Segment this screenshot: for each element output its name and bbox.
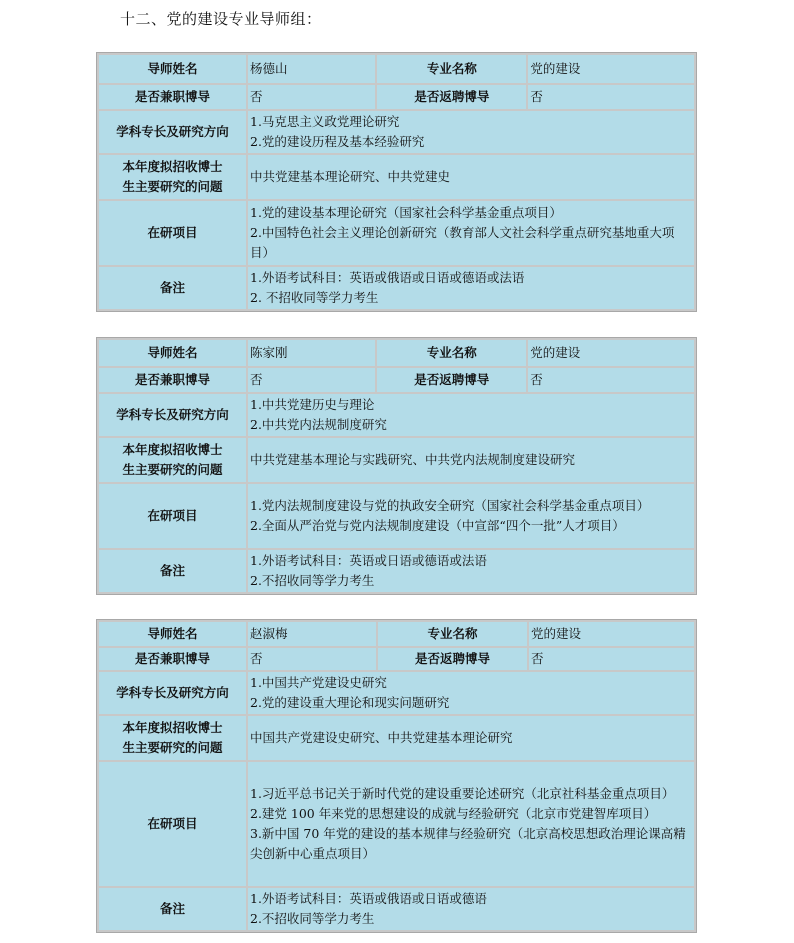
note-line: 2.不招收同等学力考生	[250, 911, 375, 926]
notes-value	[248, 888, 694, 930]
notes-label: 备注	[99, 267, 246, 309]
part-time-value: 否	[248, 85, 375, 109]
part-time-label: 是否兼职博导	[99, 85, 246, 109]
name-label: 导师姓名	[99, 622, 246, 646]
direction-line: 2.党的建设重大理论和现实问题研究	[250, 695, 450, 710]
project-line: 1.党内法规制度建设与党的执政安全研究（国家社会科学基金重点项目）	[250, 498, 650, 513]
tutor-table-2	[96, 337, 697, 595]
questions-label-line: 本年度拟招收博士	[122, 720, 223, 735]
rehired-label: 是否返聘博导	[377, 85, 526, 109]
notes-label: 备注	[99, 550, 246, 592]
note-line: 1.外语考试科目：英语或俄语或日语或德语	[250, 891, 487, 906]
major-label: 专业名称	[378, 622, 527, 646]
note-line: 2.不招收同等学力考生	[250, 573, 375, 588]
projects-value	[248, 484, 694, 548]
major-label: 专业名称	[377, 55, 526, 83]
rehired-value: 否	[528, 85, 694, 109]
note-line: 1.外语考试科目：英语或日语或德语或法语	[250, 553, 487, 568]
questions-label	[99, 438, 246, 482]
direction-value	[248, 111, 694, 153]
questions-label-line: 本年度拟招收博士	[122, 159, 223, 174]
note-line: 1.外语考试科目：英语或俄语或日语或德语或法语	[250, 270, 525, 285]
major-value: 党的建设	[529, 622, 694, 646]
direction-line: 1.马克思主义政党理论研究	[250, 114, 400, 129]
project-line: 2.建党 100 年来党的思想建设的成就与经验研究（北京市党建智库项目）	[250, 806, 657, 821]
project-line: 2.全面从严治党与党内法规制度建设（中宣部“四个一批”人才项目）	[250, 518, 625, 533]
direction-line: 2.中共党内法规制度研究	[250, 417, 387, 432]
name-value: 杨德山	[248, 55, 375, 83]
direction-line: 1.中共党建历史与理论	[250, 397, 375, 412]
projects-value	[248, 762, 694, 886]
projects-label: 在研项目	[99, 201, 246, 265]
rehired-value: 否	[529, 648, 694, 670]
major-value: 党的建设	[528, 55, 694, 83]
part-time-value: 否	[248, 368, 375, 392]
rehired-value: 否	[528, 368, 694, 392]
project-line: 1.习近平总书记关于新时代党的建设重要论述研究（北京社科基金重点项目）	[250, 786, 675, 801]
name-value: 赵淑梅	[248, 622, 376, 646]
direction-label: 学科专长及研究方向	[99, 111, 246, 153]
direction-value	[248, 672, 694, 714]
rehired-label: 是否返聘博导	[378, 648, 527, 670]
questions-label-line: 生主要研究的问题	[122, 179, 223, 194]
projects-label: 在研项目	[99, 762, 246, 886]
direction-label: 学科专长及研究方向	[99, 672, 246, 714]
direction-value	[248, 394, 694, 436]
questions-value: 中共党建基本理论与实践研究、中共党内法规制度建设研究	[248, 438, 694, 482]
questions-value: 中共党建基本理论研究、中共党建史	[248, 155, 694, 199]
questions-label-line: 本年度拟招收博士	[122, 442, 223, 457]
questions-label	[99, 716, 246, 760]
direction-line: 2.党的建设历程及基本经验研究	[250, 134, 425, 149]
part-time-value: 否	[248, 648, 376, 670]
rehired-label: 是否返聘博导	[377, 368, 526, 392]
name-value: 陈家刚	[248, 340, 375, 366]
project-line: 2.中国特色社会主义理论创新研究（教育部人文社会科学重点研究基地重大项目）	[250, 225, 675, 260]
tutor-table-1	[96, 52, 697, 312]
name-label: 导师姓名	[99, 340, 246, 366]
questions-label-line: 生主要研究的问题	[122, 462, 223, 477]
part-time-label: 是否兼职博导	[99, 368, 246, 392]
notes-label: 备注	[99, 888, 246, 930]
projects-value	[248, 201, 694, 265]
projects-label: 在研项目	[99, 484, 246, 548]
major-value: 党的建设	[528, 340, 694, 366]
name-label: 导师姓名	[99, 55, 246, 83]
major-label: 专业名称	[377, 340, 526, 366]
notes-value	[248, 267, 694, 309]
part-time-label: 是否兼职博导	[99, 648, 246, 670]
section-heading: 十二、党的建设专业导师组：	[120, 10, 322, 28]
notes-value	[248, 550, 694, 592]
project-line: 3.新中国 70 年党的建设的基本规律与经验研究（北京高校思想政治理论课高精尖创新中心重点项目）	[250, 826, 686, 861]
questions-label-line: 生主要研究的问题	[122, 740, 223, 755]
note-line: 2. 不招收同等学力考生	[250, 290, 379, 305]
questions-value: 中国共产党建设史研究、中共党建基本理论研究	[248, 716, 694, 760]
project-line: 1.党的建设基本理论研究（国家社会科学基金重点项目）	[250, 205, 562, 220]
tutor-table-3	[96, 619, 697, 933]
questions-label	[99, 155, 246, 199]
direction-line: 1.中国共产党建设史研究	[250, 675, 387, 690]
direction-label: 学科专长及研究方向	[99, 394, 246, 436]
